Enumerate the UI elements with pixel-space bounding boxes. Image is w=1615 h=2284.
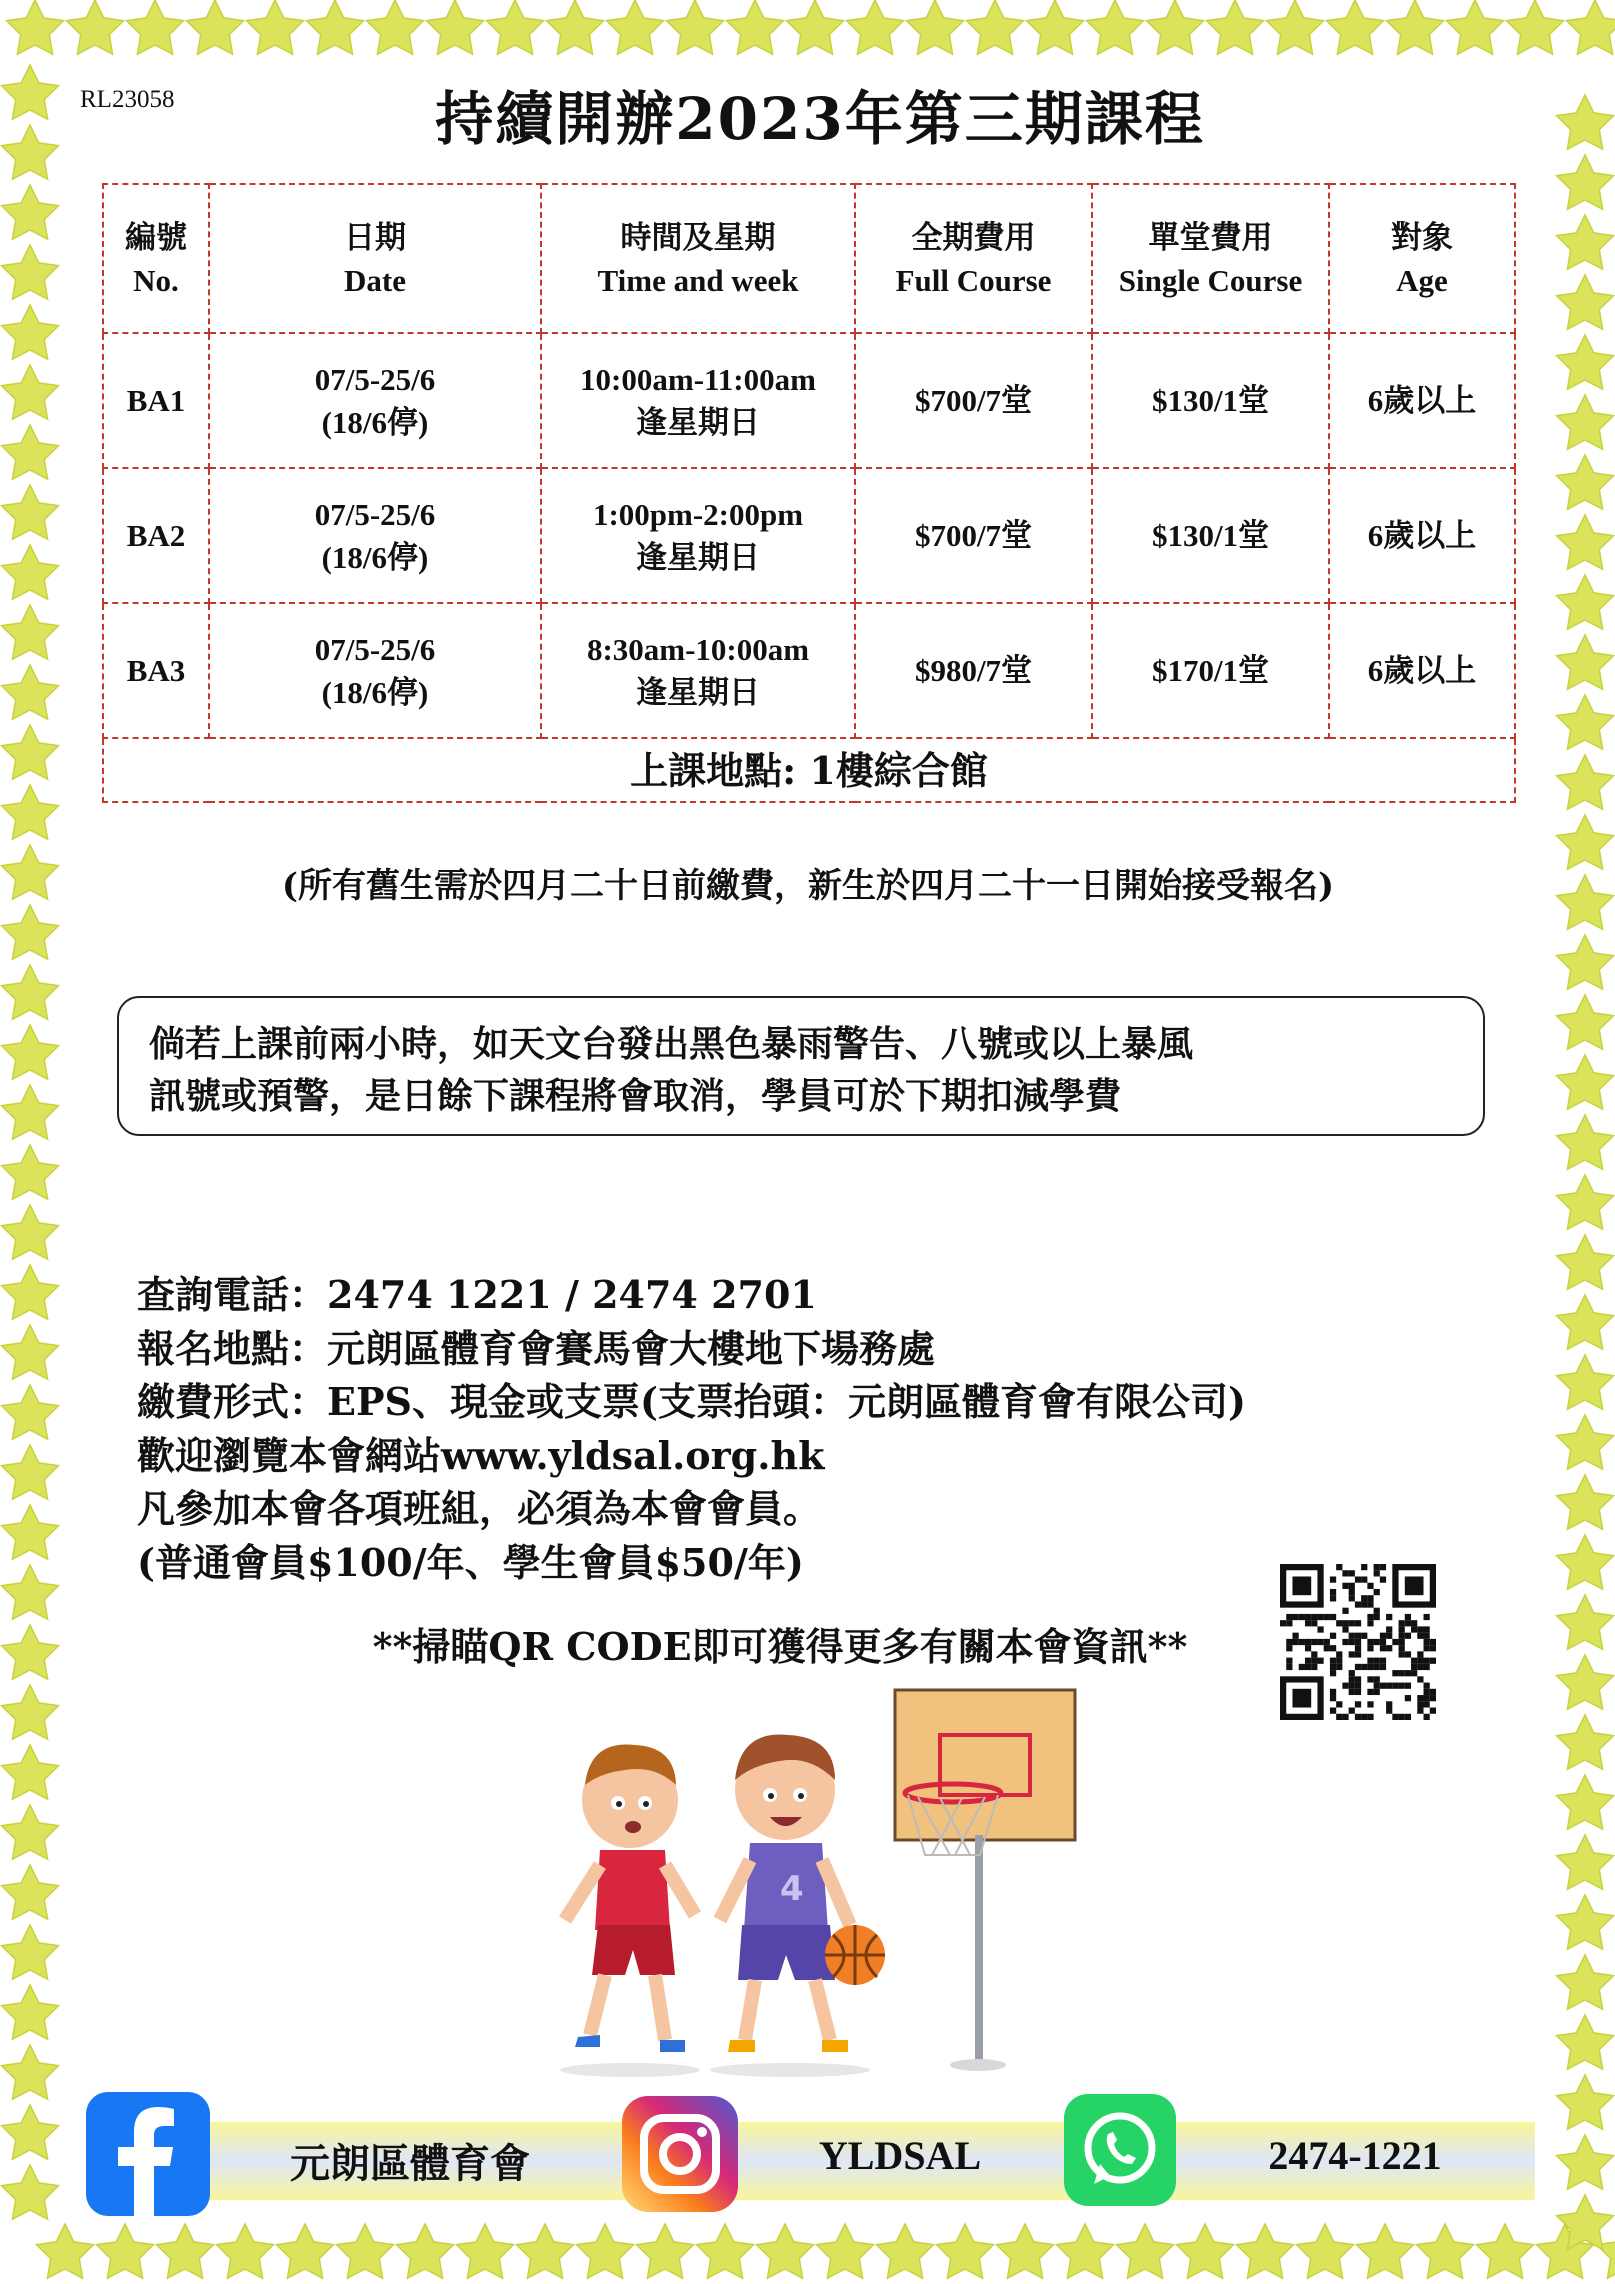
facebook-name: 元朗區體育會 [290,2141,530,2186]
registration-notice: (所有舊生需於四月二十日前繳費，新生於四月二十一日開始接受報名) [281,866,1335,906]
cell-date: 07/5-25/6 (18/6停) [209,603,541,738]
qr-code[interactable] [1280,1564,1436,1720]
warning-line: 訊號或預警，是日餘下課程將會取消，學員可於下期扣減學費 [149,1075,1122,1117]
instagram-icon[interactable] [622,2096,738,2212]
header-date: 日期 Date [209,184,541,333]
cell-single: $170/1堂 [1092,603,1329,738]
cell-time: 10:00am-11:00am 逢星期日 [541,333,855,468]
instagram-name: YLDSAL [818,2133,982,2178]
header-no: 編號 No. [103,184,209,333]
info-membership: 凡參加本會各項班組，必須為本會會員。 [137,1486,822,1531]
cell-full: $700/7堂 [855,333,1092,468]
header-full-course: 全期費用 Full Course [855,184,1092,333]
cell-full: $980/7堂 [855,603,1092,738]
warning-line: 倘若上課前兩小時，如天文台發出黑色暴雨警告、八號或以上暴風 [149,1023,1194,1065]
cell-full: $700/7堂 [855,468,1092,603]
course-table [102,183,1516,803]
header-time: 時間及星期 Time and week [541,184,855,333]
venue-row [103,738,1515,802]
header-single-course: 單堂費用 Single Course [1092,184,1329,333]
table-row [103,468,1515,603]
cell-age: 6歲以上 [1329,468,1515,603]
info-fees: (普通會員$100/年、學生會員$50/年) [137,1539,804,1585]
cell-age: 6歲以上 [1329,603,1515,738]
qr-caption: **掃瞄QR CODE即可獲得更多有關本會資訊** [372,1624,1188,1669]
cell-no: BA2 [103,468,209,603]
whatsapp-icon[interactable] [1064,2094,1176,2206]
document-code: RL23058 [80,86,175,113]
info-location: 報名地點：元朗區體育會賽馬會大樓地下場務處 [137,1325,936,1371]
contact-info [137,1268,1246,1589]
venue-text: 上課地點: 1樓綜合館 [103,738,1515,802]
basketball-illustration [530,1685,1090,2085]
info-website: 歡迎瀏覽本會網站www.yldsal.org.hk [137,1432,825,1478]
facebook-icon[interactable] [86,2092,210,2216]
cell-date: 07/5-25/6 (18/6停) [209,333,541,468]
basketball-icon [825,1925,885,1985]
table-header-row [103,184,1515,333]
cell-time: 8:30am-10:00am 逢星期日 [541,603,855,738]
cell-no: BA1 [103,333,209,468]
cell-age: 6歲以上 [1329,333,1515,468]
info-payment: 繳費形式：EPS、現金或支票(支票抬頭：元朗區體育會有限公司) [137,1379,1246,1424]
header-age: 對象 Age [1329,184,1515,333]
cell-single: $130/1堂 [1092,468,1329,603]
cell-single: $130/1堂 [1092,333,1329,468]
page-title: 持續開辦2023年第三期課程 [435,85,1205,153]
info-phone: 查詢電話：2474 1221 / 2474 2701 [137,1272,817,1317]
weather-warning-box [117,996,1485,1136]
table-row [103,333,1515,468]
whatsapp-number: 2474-1221 [1268,2133,1442,2178]
table-row [103,603,1515,738]
cell-time: 1:00pm-2:00pm 逢星期日 [541,468,855,603]
cell-date: 07/5-25/6 (18/6停) [209,468,541,603]
cell-no: BA3 [103,603,209,738]
svg-text:4: 4 [780,1869,804,1909]
